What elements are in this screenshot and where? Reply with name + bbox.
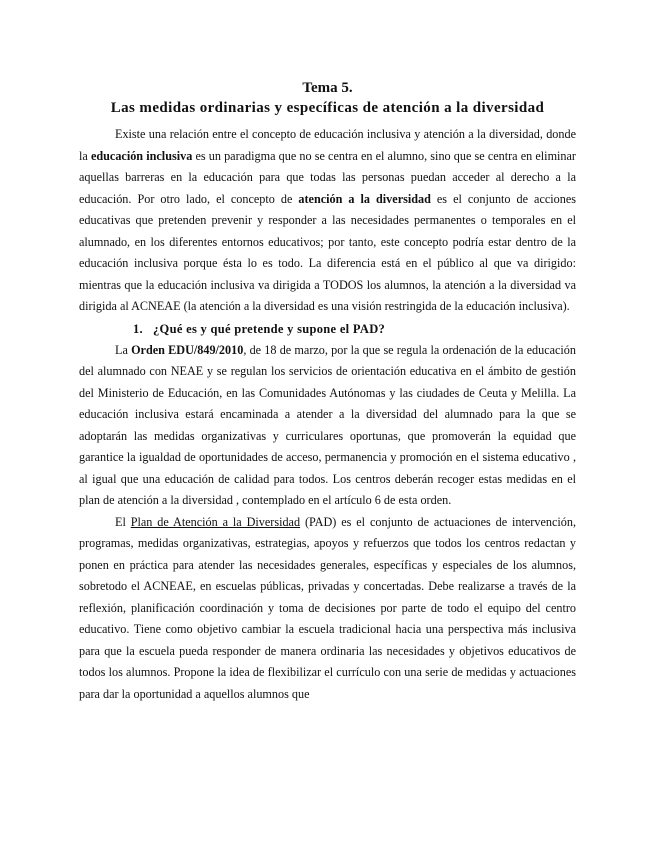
orden-text-1: La <box>115 342 132 357</box>
document-page <box>79 78 576 705</box>
orden-bold-reference: Orden EDU/849/2010 <box>131 342 244 357</box>
intro-paragraph <box>79 124 576 318</box>
orden-paragraph <box>79 340 576 512</box>
title-line-2: Las medidas ordinarias y específicas de atención a la diversidad <box>110 100 545 116</box>
pad-underlined-term: Plan de Atención a la Diversidad <box>130 514 301 529</box>
intro-bold-educacion-inclusiva: educación inclusiva <box>90 148 193 163</box>
section-1-number: 1. <box>133 321 143 336</box>
pad-paragraph <box>79 512 576 706</box>
pad-text-2: (PAD) es el conjunto de actuaciones de intervención, programas, medidas organizativas, estrategias, apoyos y refuerzos que todos los centros redactan y ponen en práctica para atender las necesidades generales, específicas y especiales de los alumnos, sobretodo el ACNEAE, en escuelas públicas, privadas y concertadas. Debe realizarse a través de la reflexión, planificación coordinación y toma de decisiones por parte de todo el equipo del centro educativo. Tiene como objetivo cambiar la escuela tradicional hacia una perspectiva más inclusiva para que la escuela pueda responder de manera ordinaria las necesidades y objetivos educativos de todos los alumnos. Propone la idea de flexibilizar el currículo con una serie de medidas y actuaciones para dar la oportunidad a aquellos alumnos que <box>79 514 576 701</box>
title-line-1: Tema 5. <box>302 80 353 96</box>
pad-text-1: El <box>115 514 131 529</box>
intro-bold-atencion-diversidad: atención a la diversidad <box>298 191 431 206</box>
section-1-heading <box>79 318 576 340</box>
intro-text-1: Existe una relación entre el concepto de educación inclusiva y atención a la diversidad, donde la <box>79 127 576 163</box>
orden-text-2: , de 18 de marzo, por la que se regula la ordenación de la educación del alumnado con NEAE y se regulan los servicios de orientación educativa en el ámbito de gestión del Ministerio de Educación, en las Comunidades Autónomas y las ciudades de Ceuta y Melilla. La educación inclusiva estará encaminada a atender a la diversidad del alumnado para la que se adoptarán las medidas organizativas y curriculares oportunas, que promoverán la equidad que garantice la igualdad de oportunidades de acceso, permanencia y promoción en el sistema educativo , al igual que una educación de calidad para todos. Los centros deberán recoger estas medidas en el plan de atención a la diversidad , contemplado en el artículo 6 de esta orden. <box>79 342 576 507</box>
page-title <box>79 78 576 118</box>
section-1-title: ¿Qué es y qué pretende y supone el PAD? <box>153 321 386 336</box>
intro-text-2: es un paradigma que no se centra en el alumno, sino que se centra en eliminar aquellas barreras en la educación para que todas las personas puedan acceder al derecho a la educación. Por otro lado, el concepto de <box>79 148 576 206</box>
intro-text-3: es el conjunto de acciones educativas que pretenden prevenir y responder a las necesidades permanentes o temporales en el alumnado, en los diferentes entornos educativos; por tanto, este concepto podría estar dentro de la educación inclusiva porque ésta lo es todo. La diferencia está en el público al que va dirigido: mientras que la educación inclusiva va dirigida a TODOS los alumnos, la atención a la diversidad va dirigida al ACNEAE (la atención a la diversidad es una visión restringida de la educación inclusiva). <box>79 191 577 313</box>
